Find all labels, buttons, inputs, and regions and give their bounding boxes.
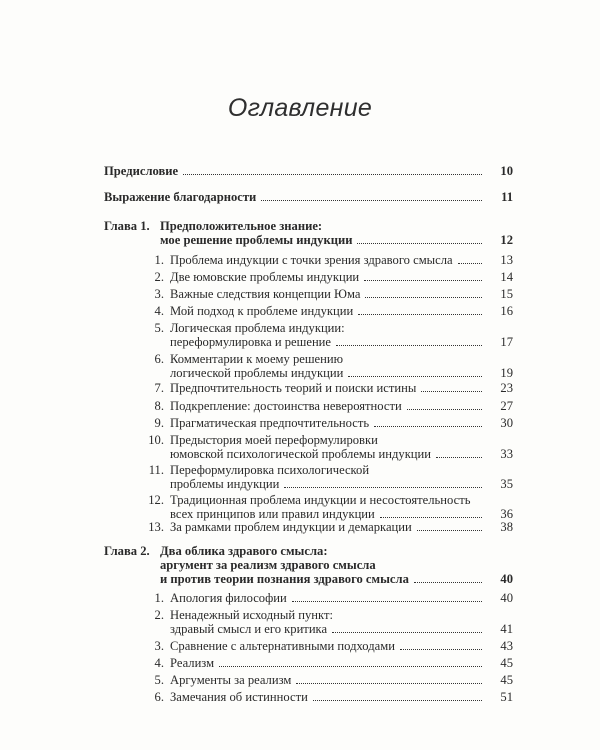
section-number: 8. xyxy=(154,399,164,413)
section-entry-page: 33 xyxy=(500,447,513,461)
chapter-title-line xyxy=(160,572,513,586)
section-number: 5. xyxy=(154,321,164,335)
section-entry xyxy=(170,352,513,380)
page-title: Оглавление xyxy=(227,94,373,122)
section-entry-line xyxy=(170,366,513,380)
section-entry xyxy=(170,673,513,687)
section-entry-label: переформулировка и решение xyxy=(170,335,332,349)
section-entry-page: 30 xyxy=(500,416,513,430)
section-entry xyxy=(170,253,513,267)
section-entry-label: юмовской психологической проблемы индукции xyxy=(170,447,432,461)
section-entry xyxy=(170,287,513,301)
section-entry-label: Прагматическая предпочтительность xyxy=(170,416,370,430)
dot-leader xyxy=(407,409,482,410)
section-entry xyxy=(170,520,513,534)
chapter-title xyxy=(160,544,513,586)
section-entry-label: Предыстория моей переформулировки xyxy=(170,433,378,447)
dot-leader xyxy=(336,345,482,346)
section-number: 13. xyxy=(148,520,164,534)
section-number: 12. xyxy=(148,493,164,507)
section-entry xyxy=(170,639,513,653)
chapter-heading-2 xyxy=(104,544,513,586)
section-entry-label: Важные следствия концепции Юма xyxy=(170,287,361,301)
chapter-title-text: и против теории познания здравого смысла xyxy=(160,572,409,586)
chapter-title-text: Два облика здравого смысла: xyxy=(160,544,328,558)
section-entry-label: Ненадежный исходный пункт: xyxy=(170,608,333,622)
section-entry-label: Апология философии xyxy=(170,591,287,605)
dot-leader xyxy=(380,517,482,518)
section-entry-line xyxy=(170,493,513,507)
section-entry-page: 41 xyxy=(500,622,513,636)
section-entry-line xyxy=(170,656,513,670)
chapter-title xyxy=(160,219,513,247)
dot-leader xyxy=(400,649,482,650)
section-entry-line xyxy=(170,433,513,447)
section-entry-label: здравый смысл и его критика xyxy=(170,622,328,636)
section-entry-line xyxy=(170,447,513,461)
section-entry-page: 17 xyxy=(500,335,513,349)
section-entry-page: 14 xyxy=(500,270,513,284)
section-number: 4. xyxy=(154,656,164,670)
section-entry-label: проблемы индукции xyxy=(170,477,280,491)
section-entry-page: 45 xyxy=(500,673,513,687)
front-entry-label: Выражение благодарности xyxy=(104,190,257,204)
dot-leader xyxy=(417,530,482,531)
section-entry-page: 45 xyxy=(500,656,513,670)
section-entry-line xyxy=(170,608,513,622)
section-entry xyxy=(170,463,513,491)
chapter-title-text: аргумент за реализм здравого смысла xyxy=(160,558,376,572)
section-entry-label: Сравнение с альтернативными подходами xyxy=(170,639,395,653)
section-entry-line xyxy=(170,335,513,349)
section-entry-line xyxy=(170,591,513,605)
section-entry-page: 51 xyxy=(500,690,513,704)
section-entry-line xyxy=(170,270,513,284)
section-entry-label: Логическая проблема индукции: xyxy=(170,321,345,335)
section-entry-page: 19 xyxy=(500,366,513,380)
section-entry-line xyxy=(170,381,513,395)
section-entry-line xyxy=(170,321,513,335)
dot-leader xyxy=(458,263,482,264)
chapter-title-text: мое решение проблемы индукции xyxy=(160,233,353,247)
section-entry-label: Проблема индукции с точки зрения здравого смысла xyxy=(170,253,453,267)
section-entry-line xyxy=(170,399,513,413)
chapter-title-text: Предположительное знание: xyxy=(160,219,323,233)
section-number: 1. xyxy=(154,591,164,605)
section-number: 3. xyxy=(154,287,164,301)
chapter-heading-1 xyxy=(104,219,513,247)
section-entry-line xyxy=(170,463,513,477)
section-entry-label: Мой подход к проблеме индукции xyxy=(170,304,354,318)
dot-leader xyxy=(261,200,482,201)
section-entry-line xyxy=(170,520,513,534)
dot-leader xyxy=(421,391,482,392)
dot-leader xyxy=(284,487,482,488)
section-entry-page: 43 xyxy=(500,639,513,653)
dot-leader xyxy=(219,666,482,667)
section-number: 2. xyxy=(154,270,164,284)
section-number: 2. xyxy=(154,608,164,622)
dot-leader xyxy=(436,457,482,458)
front-entry-page: 11 xyxy=(501,190,513,204)
chapter-title-line xyxy=(160,558,513,572)
chapter-title-line xyxy=(160,544,513,558)
section-entry xyxy=(170,416,513,430)
section-entry xyxy=(170,656,513,670)
section-entry-label: Реализм xyxy=(170,656,215,670)
section-entry-page: 38 xyxy=(500,520,513,534)
front-entry-line xyxy=(104,190,513,204)
chapter-page: 12 xyxy=(500,233,513,247)
chapter-page: 40 xyxy=(500,572,513,586)
section-entry-line xyxy=(170,253,513,267)
section-entry xyxy=(170,399,513,413)
front-entry xyxy=(104,164,513,178)
section-number: 9. xyxy=(154,416,164,430)
section-entry-page: 35 xyxy=(500,477,513,491)
front-entry-label: Предисловие xyxy=(104,164,179,178)
dot-leader xyxy=(348,376,482,377)
section-entry-line xyxy=(170,507,513,521)
section-entry-line xyxy=(170,639,513,653)
section-entry xyxy=(170,493,513,521)
section-entry-label: Две юмовские проблемы индукции xyxy=(170,270,360,284)
section-entry xyxy=(170,608,513,636)
section-entry-line xyxy=(170,622,513,636)
dot-leader xyxy=(358,314,482,315)
dot-leader xyxy=(296,683,482,684)
section-entry xyxy=(170,270,513,284)
section-entry-label: Подкрепление: достоинства невероятности xyxy=(170,399,402,413)
section-entry-label: Переформулировка психологической xyxy=(170,463,370,477)
section-number: 5. xyxy=(154,673,164,687)
section-entry-page: 36 xyxy=(500,507,513,521)
section-entry-line xyxy=(170,690,513,704)
dot-leader xyxy=(414,582,482,583)
section-entry-label: Традиционная проблема индукции и несостоятельность xyxy=(170,493,471,507)
section-entry-page: 40 xyxy=(500,591,513,605)
dot-leader xyxy=(364,280,482,281)
section-entry-line xyxy=(170,352,513,366)
section-entry-label: всех принципов или правил индукции xyxy=(170,507,375,521)
section-entry-page: 23 xyxy=(500,381,513,395)
section-entry-label: За рамками проблем индукции и демаркации xyxy=(170,520,412,534)
section-entry xyxy=(170,304,513,318)
section-entry-line xyxy=(170,416,513,430)
section-number: 6. xyxy=(154,690,164,704)
section-entry-page: 15 xyxy=(500,287,513,301)
dot-leader xyxy=(332,632,482,633)
dot-leader xyxy=(357,243,482,244)
section-number: 6. xyxy=(154,352,164,366)
section-entry xyxy=(170,591,513,605)
dot-leader xyxy=(365,297,482,298)
dot-leader xyxy=(374,426,482,427)
section-entry-page: 16 xyxy=(500,304,513,318)
section-number: 1. xyxy=(154,253,164,267)
section-entry xyxy=(170,321,513,349)
dot-leader xyxy=(183,174,482,175)
section-entry xyxy=(170,433,513,461)
section-entry-label: логической проблемы индукции xyxy=(170,366,344,380)
chapter-label: Глава 1. xyxy=(104,219,150,233)
section-entry-page: 13 xyxy=(500,253,513,267)
section-entry-page: 27 xyxy=(500,399,513,413)
section-entry-label: Комментарии к моему решению xyxy=(170,352,344,366)
section-entry-line xyxy=(170,304,513,318)
section-entry-line xyxy=(170,477,513,491)
front-entry xyxy=(104,190,513,204)
section-number: 3. xyxy=(154,639,164,653)
chapter-label: Глава 2. xyxy=(104,544,150,558)
section-entry xyxy=(170,690,513,704)
chapter-title-line xyxy=(160,219,513,233)
dot-leader xyxy=(313,700,482,701)
section-entry xyxy=(170,381,513,395)
front-entry-line xyxy=(104,164,513,178)
section-entry-line xyxy=(170,673,513,687)
section-number: 7. xyxy=(154,381,164,395)
section-number: 11. xyxy=(148,463,164,477)
section-entry-label: Предпочтительность теорий и поиски истины xyxy=(170,381,417,395)
section-entry-label: Замечания об истинности xyxy=(170,690,308,704)
section-entry-line xyxy=(170,287,513,301)
section-number: 4. xyxy=(154,304,164,318)
section-entry-label: Аргументы за реализм xyxy=(170,673,292,687)
section-number: 10. xyxy=(148,433,164,447)
dot-leader xyxy=(292,601,482,602)
front-entry-page: 10 xyxy=(500,164,513,178)
chapter-title-line xyxy=(160,233,513,247)
